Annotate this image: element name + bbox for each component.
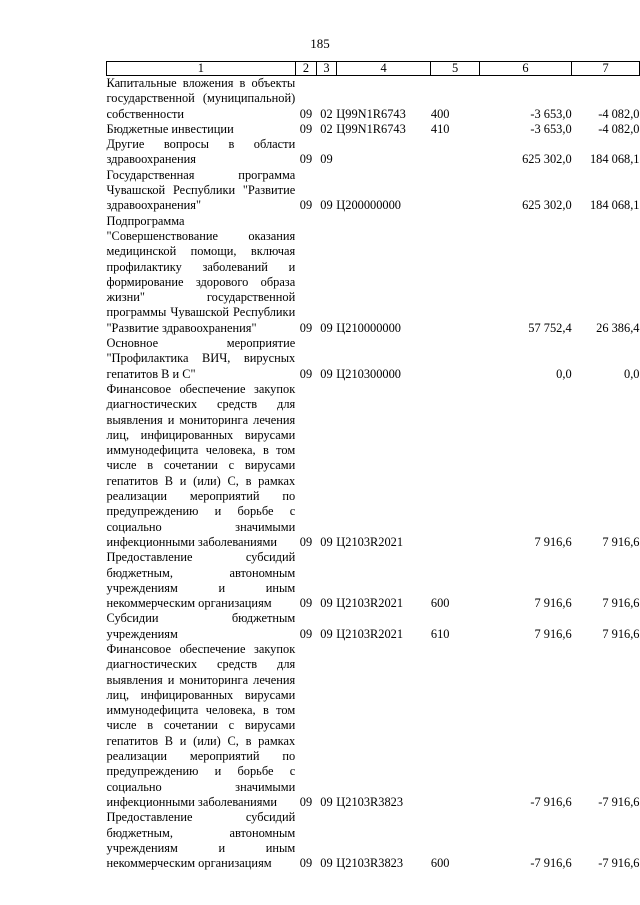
row-name: Субсидии бюджетным учреждениям bbox=[106, 611, 296, 641]
row-target-code: Ц200000000 bbox=[336, 198, 402, 213]
budget-table bbox=[106, 61, 640, 871]
header-col-1: 1 bbox=[107, 62, 296, 76]
row-sum-year-2: 184 068,1 bbox=[589, 198, 640, 213]
row-name: Предоставление субсидий бюджетным, автономным учреждениям и иным некоммерческим организациям bbox=[106, 550, 296, 611]
table-row bbox=[107, 382, 640, 550]
row-section: 09 bbox=[299, 198, 313, 213]
header-col-6: 6 bbox=[479, 62, 571, 76]
table-row bbox=[107, 168, 640, 214]
row-sum-year-2: 26 386,4 bbox=[596, 320, 640, 335]
row-name: Государственная программа Чувашской Республики "Развитие здравоохранения" bbox=[106, 167, 296, 213]
header-col-3: 3 bbox=[317, 62, 337, 76]
row-expense-type bbox=[431, 642, 479, 810]
row-expense-type bbox=[431, 382, 479, 550]
row-section: 09 bbox=[299, 596, 313, 611]
row-section: 09 bbox=[299, 366, 313, 381]
row-expense-type: 400 bbox=[430, 106, 450, 121]
row-sum-year-2: -7 916,6 bbox=[598, 794, 640, 809]
row-expense-type: 410 bbox=[430, 121, 450, 136]
row-name: Другие вопросы в области здравоохранения bbox=[106, 137, 296, 167]
row-sum-year-1: -7 916,6 bbox=[530, 856, 572, 871]
table-row bbox=[107, 550, 640, 611]
header-col-7: 7 bbox=[572, 62, 640, 76]
row-sum-year-1: 7 916,6 bbox=[534, 534, 572, 549]
row-expense-type bbox=[431, 168, 479, 214]
row-target-code: Ц2103R2021 bbox=[336, 596, 404, 611]
row-expense-type: 600 bbox=[430, 856, 450, 871]
row-sum-year-2: -4 082,0 bbox=[598, 121, 640, 136]
row-name: Капитальные вложения в объекты государственной (муниципальной) собственности bbox=[106, 76, 296, 121]
row-subsection: 09 bbox=[320, 198, 333, 213]
row-target-code: Ц2103R3823 bbox=[336, 794, 404, 809]
row-name: Финансовое обеспечение закупок диагностических средств для выявления и мониторинга лечения лиц, инфицированных вирусами иммунодефицита человека, в том числе в сочетании с вирусами гепатитов В и (или) С, в рамках реализации мероприятий по предупреждению и борьбе с социально значимыми инфекционными заболеваниями bbox=[106, 641, 296, 809]
table-row bbox=[107, 642, 640, 810]
row-subsection: 09 bbox=[320, 596, 333, 611]
row-sum-year-2: -7 916,6 bbox=[598, 856, 640, 871]
table-header-row bbox=[107, 62, 640, 76]
row-sum-year-1: -7 916,6 bbox=[530, 794, 572, 809]
table-row bbox=[107, 76, 640, 122]
row-expense-type: 600 bbox=[430, 596, 450, 611]
row-sum-year-1: 625 302,0 bbox=[522, 152, 572, 167]
row-expense-type bbox=[431, 336, 479, 382]
row-section: 09 bbox=[299, 121, 313, 136]
row-name: Основное мероприятие "Профилактика ВИЧ, вирусных гепатитов В и С" bbox=[106, 336, 296, 381]
table-row bbox=[107, 214, 640, 336]
header-col-2: 2 bbox=[295, 62, 316, 76]
row-section: 09 bbox=[299, 856, 313, 871]
row-target-code: Ц2103R2021 bbox=[336, 534, 404, 549]
row-sum-year-2: -4 082,0 bbox=[598, 106, 640, 121]
row-target-code: Ц99N1R6743 bbox=[336, 121, 406, 136]
header-col-5: 5 bbox=[431, 62, 479, 76]
row-name: Предоставление субсидий бюджетным, автономным учреждениям и иным некоммерческим организациям bbox=[106, 810, 296, 871]
row-sum-year-2: 0,0 bbox=[624, 366, 640, 381]
row-sum-year-2: 7 916,6 bbox=[602, 534, 640, 549]
table-row bbox=[107, 137, 640, 168]
row-sum-year-1: 7 916,6 bbox=[534, 596, 572, 611]
row-name: Подпрограмма "Совершенствование оказания медицинской помощи, включая профилактику заболеваний и формирование здорового образа жизни" государственной программы Чувашской Республики "Развитие здравоохранения" bbox=[106, 213, 296, 335]
row-subsection: 09 bbox=[320, 534, 333, 549]
row-sum-year-1: 57 752,4 bbox=[528, 320, 572, 335]
row-subsection: 09 bbox=[320, 856, 333, 871]
row-section: 09 bbox=[299, 152, 313, 167]
row-sum-year-1: 0,0 bbox=[556, 366, 572, 381]
row-sum-year-2: 7 916,6 bbox=[602, 596, 640, 611]
row-section: 09 bbox=[299, 534, 313, 549]
row-sum-year-2: 184 068,1 bbox=[589, 152, 640, 167]
row-target-code: Ц99N1R6743 bbox=[336, 106, 406, 121]
row-sum-year-1: 7 916,6 bbox=[534, 626, 572, 641]
row-subsection: 09 bbox=[320, 152, 333, 167]
row-section: 09 bbox=[299, 626, 313, 641]
row-sum-year-1: -3 653,0 bbox=[530, 121, 572, 136]
table-row bbox=[107, 122, 640, 137]
row-section: 09 bbox=[299, 794, 313, 809]
row-expense-type bbox=[431, 137, 479, 168]
row-target-code: Ц2103R3823 bbox=[336, 856, 404, 871]
row-section: 09 bbox=[299, 106, 313, 121]
row-target-code bbox=[336, 137, 431, 168]
row-section: 09 bbox=[299, 320, 313, 335]
row-sum-year-1: -3 653,0 bbox=[530, 106, 572, 121]
row-target-code: Ц210300000 bbox=[336, 366, 402, 381]
row-expense-type: 610 bbox=[430, 626, 450, 641]
row-subsection: 09 bbox=[320, 320, 333, 335]
row-target-code: Ц210000000 bbox=[336, 320, 402, 335]
row-subsection: 09 bbox=[320, 794, 333, 809]
table-row bbox=[107, 611, 640, 642]
row-sum-year-2: 7 916,6 bbox=[602, 626, 640, 641]
row-subsection: 09 bbox=[320, 626, 333, 641]
row-target-code: Ц2103R2021 bbox=[336, 626, 404, 641]
row-subsection: 02 bbox=[320, 121, 333, 136]
row-expense-type bbox=[431, 214, 479, 336]
row-name: Финансовое обеспечение закупок диагностических средств для выявления и мониторинга лечения лиц, инфицированных вирусами иммунодефицита человека, в том числе в сочетании с вирусами гепатитов В и (или) С, в рамках реализации мероприятий по предупреждению и борьбе с социально значимыми инфекционными заболеваниями bbox=[106, 381, 296, 549]
page-number: 185 bbox=[310, 36, 330, 51]
table-row bbox=[107, 810, 640, 871]
row-sum-year-1: 625 302,0 bbox=[522, 198, 572, 213]
table-row bbox=[107, 336, 640, 382]
row-name: Бюджетные инвестиции bbox=[106, 121, 234, 136]
row-subsection: 02 bbox=[320, 106, 333, 121]
row-subsection: 09 bbox=[320, 366, 333, 381]
header-col-4: 4 bbox=[336, 62, 431, 76]
